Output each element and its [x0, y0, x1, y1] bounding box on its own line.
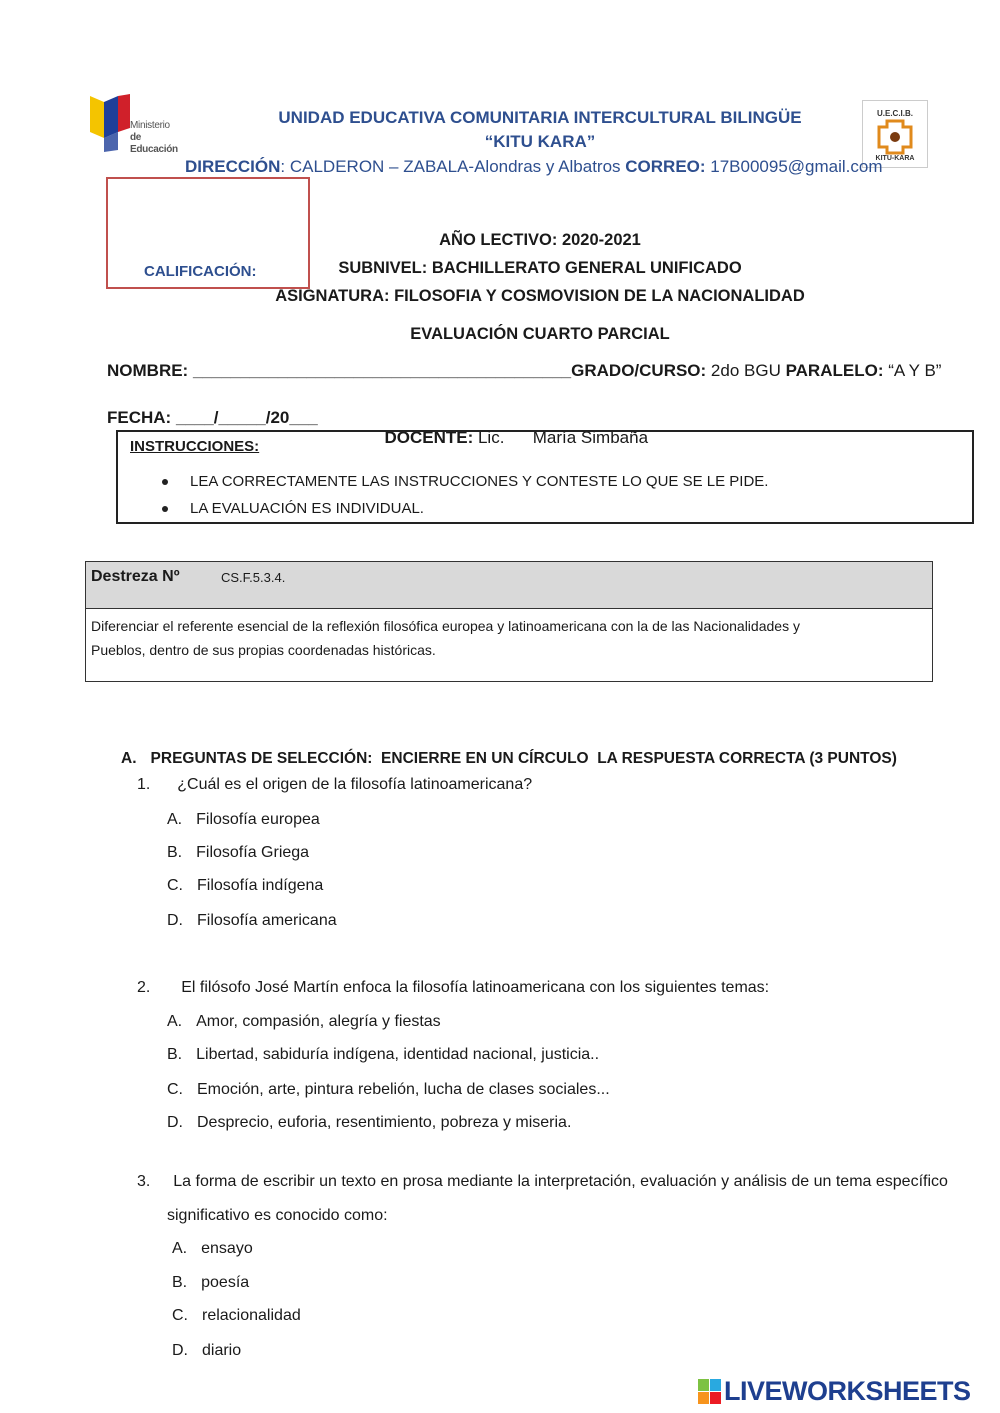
option-letter: A.: [172, 1240, 188, 1257]
school-year: AÑO LECTIVO: 2020-2021: [439, 231, 641, 249]
option-letter: B.: [172, 1274, 188, 1291]
option-letter: A.: [167, 811, 183, 828]
option-text: Amor, compasión, alegría y fiestas: [196, 1013, 441, 1030]
q2-option-d[interactable]: [167, 1114, 571, 1132]
grade-course-label: GRADO/CURSO:: [571, 361, 707, 380]
seal-top-text: U.E.C.I.B.: [876, 109, 913, 118]
option-letter: D.: [172, 1342, 188, 1359]
student-name-row: [107, 361, 941, 381]
question-3-continuation: significativo es conocido como:: [167, 1207, 388, 1224]
option-letter: A.: [167, 1013, 183, 1030]
liveworksheets-watermark: [698, 1376, 971, 1407]
skill-description: [91, 614, 800, 662]
grade-label: CALIFICACIÓN:: [144, 263, 257, 280]
section-letter: A.: [121, 750, 137, 767]
paralelo-label: PARALELO:: [785, 361, 884, 380]
instruction-item: [156, 473, 768, 490]
option-letter: C.: [167, 877, 183, 894]
address-value: : CALDERON – ZABALA-Alondras y Albatros: [280, 157, 626, 176]
paralelo-value: “A Y B”: [883, 361, 942, 380]
q3-option-b[interactable]: [172, 1274, 249, 1292]
question-text: El filósofo José Martín enfoca la filosofía latinoamericana con los siguientes temas:: [181, 979, 770, 996]
option-text: diario: [202, 1342, 242, 1359]
skill-label: Destreza Nº: [91, 568, 180, 585]
seal-emblem-icon: [875, 119, 915, 155]
exam-title: EVALUACIÓN CUARTO PARCIAL: [410, 325, 670, 343]
option-letter: C.: [167, 1081, 183, 1098]
question-3: [137, 1173, 948, 1191]
option-text: relacionalidad: [202, 1307, 301, 1324]
q2-option-b[interactable]: [167, 1046, 599, 1064]
q2-option-c[interactable]: [167, 1081, 610, 1099]
instructions-title: INSTRUCCIONES:: [130, 438, 260, 455]
name-field[interactable]: ________________________________________: [192, 361, 572, 380]
skill-line: Diferenciar el referente esencial de la reflexión filosófica europea y latinoamericana con la de las Nacionalidades y: [91, 618, 800, 634]
skill-code: CS.F.5.3.4.: [221, 570, 286, 585]
q1-option-a[interactable]: [167, 811, 320, 829]
skill-header: [86, 562, 932, 609]
option-letter: D.: [167, 1114, 183, 1131]
date-row: [107, 408, 318, 428]
option-text: Filosofía Griega: [196, 844, 310, 861]
option-text: Libertad, sabiduría indígena, identidad nacional, justicia..: [196, 1046, 600, 1063]
ministry-line1: Ministerio: [130, 120, 170, 131]
subject: ASIGNATURA: FILOSOFIA Y COSMOVISION DE LA NACIONALIDAD: [275, 287, 805, 305]
option-letter: B.: [167, 844, 183, 861]
watermark-text: LIVEWORKSHEETS: [724, 1376, 971, 1406]
question-1: [137, 776, 532, 794]
instruction-text: LA EVALUACIÓN ES INDIVIDUAL.: [190, 500, 424, 517]
option-text: Filosofía europea: [196, 811, 320, 828]
skill-box: [85, 561, 933, 682]
address-label: DIRECCIÓN: [185, 157, 281, 176]
option-letter: D.: [167, 912, 183, 929]
q2-option-a[interactable]: [167, 1013, 441, 1031]
q3-option-d[interactable]: [172, 1342, 241, 1360]
option-letter: C.: [172, 1307, 188, 1324]
question-text: La forma de escribir un texto en prosa mediante la interpretación, evaluación y análisis de un tema específico: [173, 1173, 948, 1190]
option-text: Filosofía indígena: [197, 877, 324, 894]
option-text: poesía: [201, 1274, 250, 1291]
grade-course-value: 2do BGU: [706, 361, 786, 380]
bullet-icon: [162, 506, 168, 512]
instruction-text: LEA CORRECTAMENTE LAS INSTRUCCIONES Y CONTESTE LO QUE SE LE PIDE.: [190, 473, 769, 490]
question-number: 3.: [137, 1173, 151, 1190]
option-text: Emoción, arte, pintura rebelión, lucha de clases sociales...: [197, 1081, 610, 1098]
section-title: PREGUNTAS DE SELECCIÓN: ENCIERRE EN UN CÍRCULO LA RESPUESTA CORRECTA (3 PUNTOS): [150, 750, 897, 767]
option-text: ensayo: [201, 1240, 253, 1257]
ministry-line2: de Educación: [130, 132, 178, 155]
sublevel: SUBNIVEL: BACHILLERATO GENERAL UNIFICADO: [338, 259, 742, 277]
q3-option-c[interactable]: [172, 1307, 301, 1325]
date-field[interactable]: FECHA: ____/_____/20___: [107, 408, 318, 427]
address-line: [185, 157, 900, 177]
question-number: 2.: [137, 979, 151, 996]
q3-option-a[interactable]: [172, 1240, 253, 1258]
instruction-item: [156, 500, 424, 517]
q1-option-c[interactable]: [167, 877, 323, 895]
q1-option-d[interactable]: [167, 912, 337, 930]
q1-option-b[interactable]: [167, 844, 309, 862]
ministry-flag-icon: [90, 94, 132, 152]
skill-line: Pueblos, dentro de sus propias coordenadas históricas.: [91, 642, 436, 658]
liveworksheets-logo-icon: [698, 1379, 722, 1405]
question-text: ¿Cuál es el origen de la filosofía latinoamericana?: [177, 776, 533, 793]
question-2: [137, 979, 769, 997]
teacher-label: DOCENTE:: [384, 428, 474, 447]
email-label: CORREO:: [625, 157, 706, 176]
ministry-logo: [90, 94, 190, 154]
question-number: 1.: [137, 776, 151, 793]
school-subtitle: “KITU KARA”: [484, 132, 596, 151]
instructions-box: [116, 430, 974, 524]
section-heading: [113, 732, 897, 768]
option-letter: B.: [167, 1046, 183, 1063]
name-label: NOMBRE:: [107, 361, 193, 380]
seal-bottom-text: KITU-KARA: [875, 155, 915, 162]
option-text: Filosofía americana: [197, 912, 337, 929]
option-text: Desprecio, euforia, resentimiento, pobreza y miseria.: [197, 1114, 572, 1131]
teacher-value: Lic. María Simbaña: [473, 428, 649, 447]
bullet-icon: [162, 479, 168, 485]
school-name: UNIDAD EDUCATIVA COMUNITARIA INTERCULTURAL BILINGÜE: [278, 108, 802, 127]
email-value: 17B00095@gmail.com: [705, 157, 883, 176]
